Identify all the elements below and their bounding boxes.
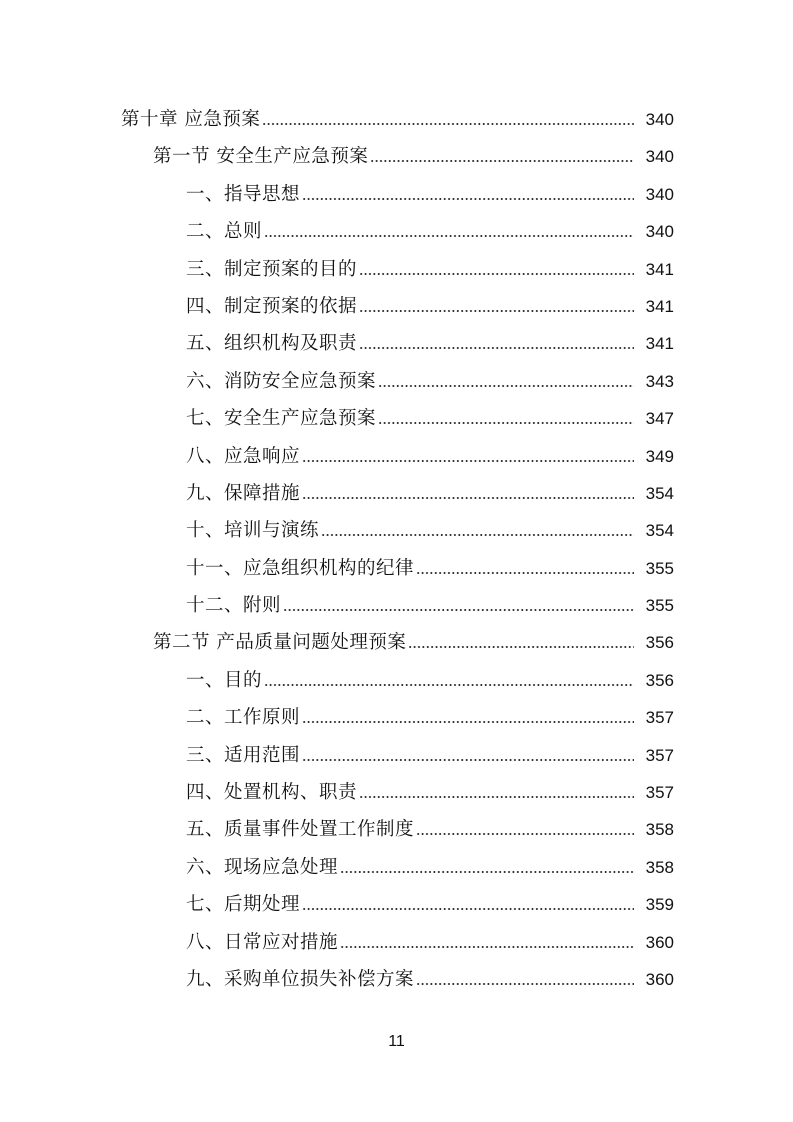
toc-entry-title: 八、日常应对措施 <box>186 931 339 953</box>
toc-dot-leader <box>370 138 634 175</box>
toc-entry-page: 357 <box>645 745 674 765</box>
toc-dot-leader <box>321 512 634 549</box>
toc-item-entry[interactable] <box>0 363 793 400</box>
toc-dot-leader <box>302 176 634 213</box>
toc-item-entry[interactable] <box>0 550 793 587</box>
toc-dot-leader <box>302 886 634 923</box>
toc-item-entry[interactable] <box>0 849 793 886</box>
toc-dot-leader <box>416 811 634 848</box>
toc-entry-title: 第十章 应急预案 <box>121 109 261 130</box>
toc-dot-leader <box>359 251 634 288</box>
toc-entry-page: 356 <box>645 670 674 690</box>
toc-entry-page: 357 <box>645 783 674 803</box>
toc-dot-leader <box>340 849 634 886</box>
toc-entry-title: 九、采购单位损失补偿方案 <box>186 968 415 990</box>
toc-entry-page: 360 <box>645 969 674 989</box>
toc-dot-leader <box>359 774 634 811</box>
toc-entry-title: 四、处置机构、职责 <box>186 782 358 804</box>
toc-dot-leader <box>340 924 634 961</box>
toc-entry-title: 一、指导思想 <box>186 183 301 205</box>
toc-entry-title: 十、培训与演练 <box>186 520 320 542</box>
toc-entry-title: 七、安全生产应急预案 <box>186 408 377 430</box>
toc-dot-leader <box>302 699 634 736</box>
toc-entry-page: 357 <box>645 708 674 728</box>
toc-item-entry[interactable] <box>0 961 793 998</box>
toc-item-entry[interactable] <box>0 288 793 325</box>
toc-item-entry[interactable] <box>0 737 793 774</box>
toc-dot-leader <box>408 624 634 661</box>
toc-item-entry[interactable] <box>0 475 793 512</box>
toc-dot-leader <box>302 475 634 512</box>
toc-entry-title: 四、制定预案的依据 <box>186 295 358 317</box>
toc-entry-title: 十一、应急组织机构的纪律 <box>186 557 415 579</box>
toc-item-entry[interactable] <box>0 587 793 624</box>
toc-item-entry[interactable] <box>0 325 793 362</box>
toc-entry-page: 341 <box>645 259 674 279</box>
toc-entry-page: 355 <box>645 596 674 616</box>
toc-entry-page: 355 <box>645 558 674 578</box>
toc-dot-leader <box>264 662 634 699</box>
toc-dot-leader <box>359 325 634 362</box>
toc-entry-title: 十二、附则 <box>186 595 282 617</box>
toc-item-entry[interactable] <box>0 886 793 923</box>
toc-entry-title: 六、现场应急处理 <box>186 856 339 878</box>
toc-entry-title: 第二节 产品质量问题处理预案 <box>153 632 407 654</box>
toc-dot-leader <box>302 438 634 475</box>
toc-entry-title: 二、总则 <box>186 221 263 243</box>
toc-entry-page: 358 <box>645 857 674 877</box>
toc-section-entry[interactable] <box>0 138 793 175</box>
toc-entry-page: 356 <box>645 633 674 653</box>
toc-entry-title: 一、目的 <box>186 669 263 691</box>
toc-item-entry[interactable] <box>0 774 793 811</box>
toc-entry-title: 六、消防安全应急预案 <box>186 370 377 392</box>
toc-dot-leader <box>359 288 634 325</box>
toc-entry-page: 340 <box>645 110 674 129</box>
toc-section-entry[interactable] <box>0 624 793 661</box>
toc-entry-title: 三、适用范围 <box>186 744 301 766</box>
toc-entry-title: 三、制定预案的目的 <box>186 258 358 280</box>
toc-item-entry[interactable] <box>0 699 793 736</box>
toc-item-entry[interactable] <box>0 176 793 213</box>
toc-entry-title: 五、组织机构及职责 <box>186 333 358 355</box>
toc-item-entry[interactable] <box>0 438 793 475</box>
toc-item-entry[interactable] <box>0 512 793 549</box>
toc-entry-page: 341 <box>645 296 674 316</box>
toc-entry-title: 九、保障措施 <box>186 482 301 504</box>
toc-item-entry[interactable] <box>0 213 793 250</box>
toc-item-entry[interactable] <box>0 251 793 288</box>
toc-entry-page: 349 <box>645 446 674 466</box>
toc-entry-page: 341 <box>645 334 674 354</box>
toc-entry-page: 347 <box>645 409 674 429</box>
toc-chapter-entry[interactable] <box>0 101 793 138</box>
table-of-contents <box>0 101 793 998</box>
toc-item-entry[interactable] <box>0 924 793 961</box>
toc-dot-leader <box>378 400 634 437</box>
toc-entry-title: 第一节 安全生产应急预案 <box>153 146 369 168</box>
toc-dot-leader <box>262 101 634 138</box>
toc-entry-title: 七、后期处理 <box>186 894 301 916</box>
toc-entry-page: 343 <box>645 371 674 391</box>
toc-item-entry[interactable] <box>0 662 793 699</box>
toc-dot-leader <box>378 363 634 400</box>
toc-dot-leader <box>283 587 634 624</box>
toc-entry-page: 360 <box>645 932 674 952</box>
toc-entry-page: 340 <box>645 222 674 242</box>
toc-item-entry[interactable] <box>0 811 793 848</box>
toc-entry-title: 二、工作原则 <box>186 707 301 729</box>
toc-entry-title: 五、质量事件处置工作制度 <box>186 819 415 841</box>
toc-entry-page: 354 <box>645 521 674 541</box>
toc-dot-leader <box>416 550 634 587</box>
toc-entry-page: 359 <box>645 895 674 915</box>
toc-dot-leader <box>264 213 634 250</box>
toc-dot-leader <box>416 961 634 998</box>
page-number: 11 <box>388 1033 405 1050</box>
toc-entry-page: 340 <box>645 184 674 204</box>
toc-item-entry[interactable] <box>0 400 793 437</box>
toc-entry-page: 340 <box>645 147 674 167</box>
toc-entry-page: 354 <box>645 483 674 503</box>
toc-entry-title: 八、应急响应 <box>186 445 301 467</box>
toc-entry-page: 358 <box>645 820 674 840</box>
toc-dot-leader <box>302 737 634 774</box>
